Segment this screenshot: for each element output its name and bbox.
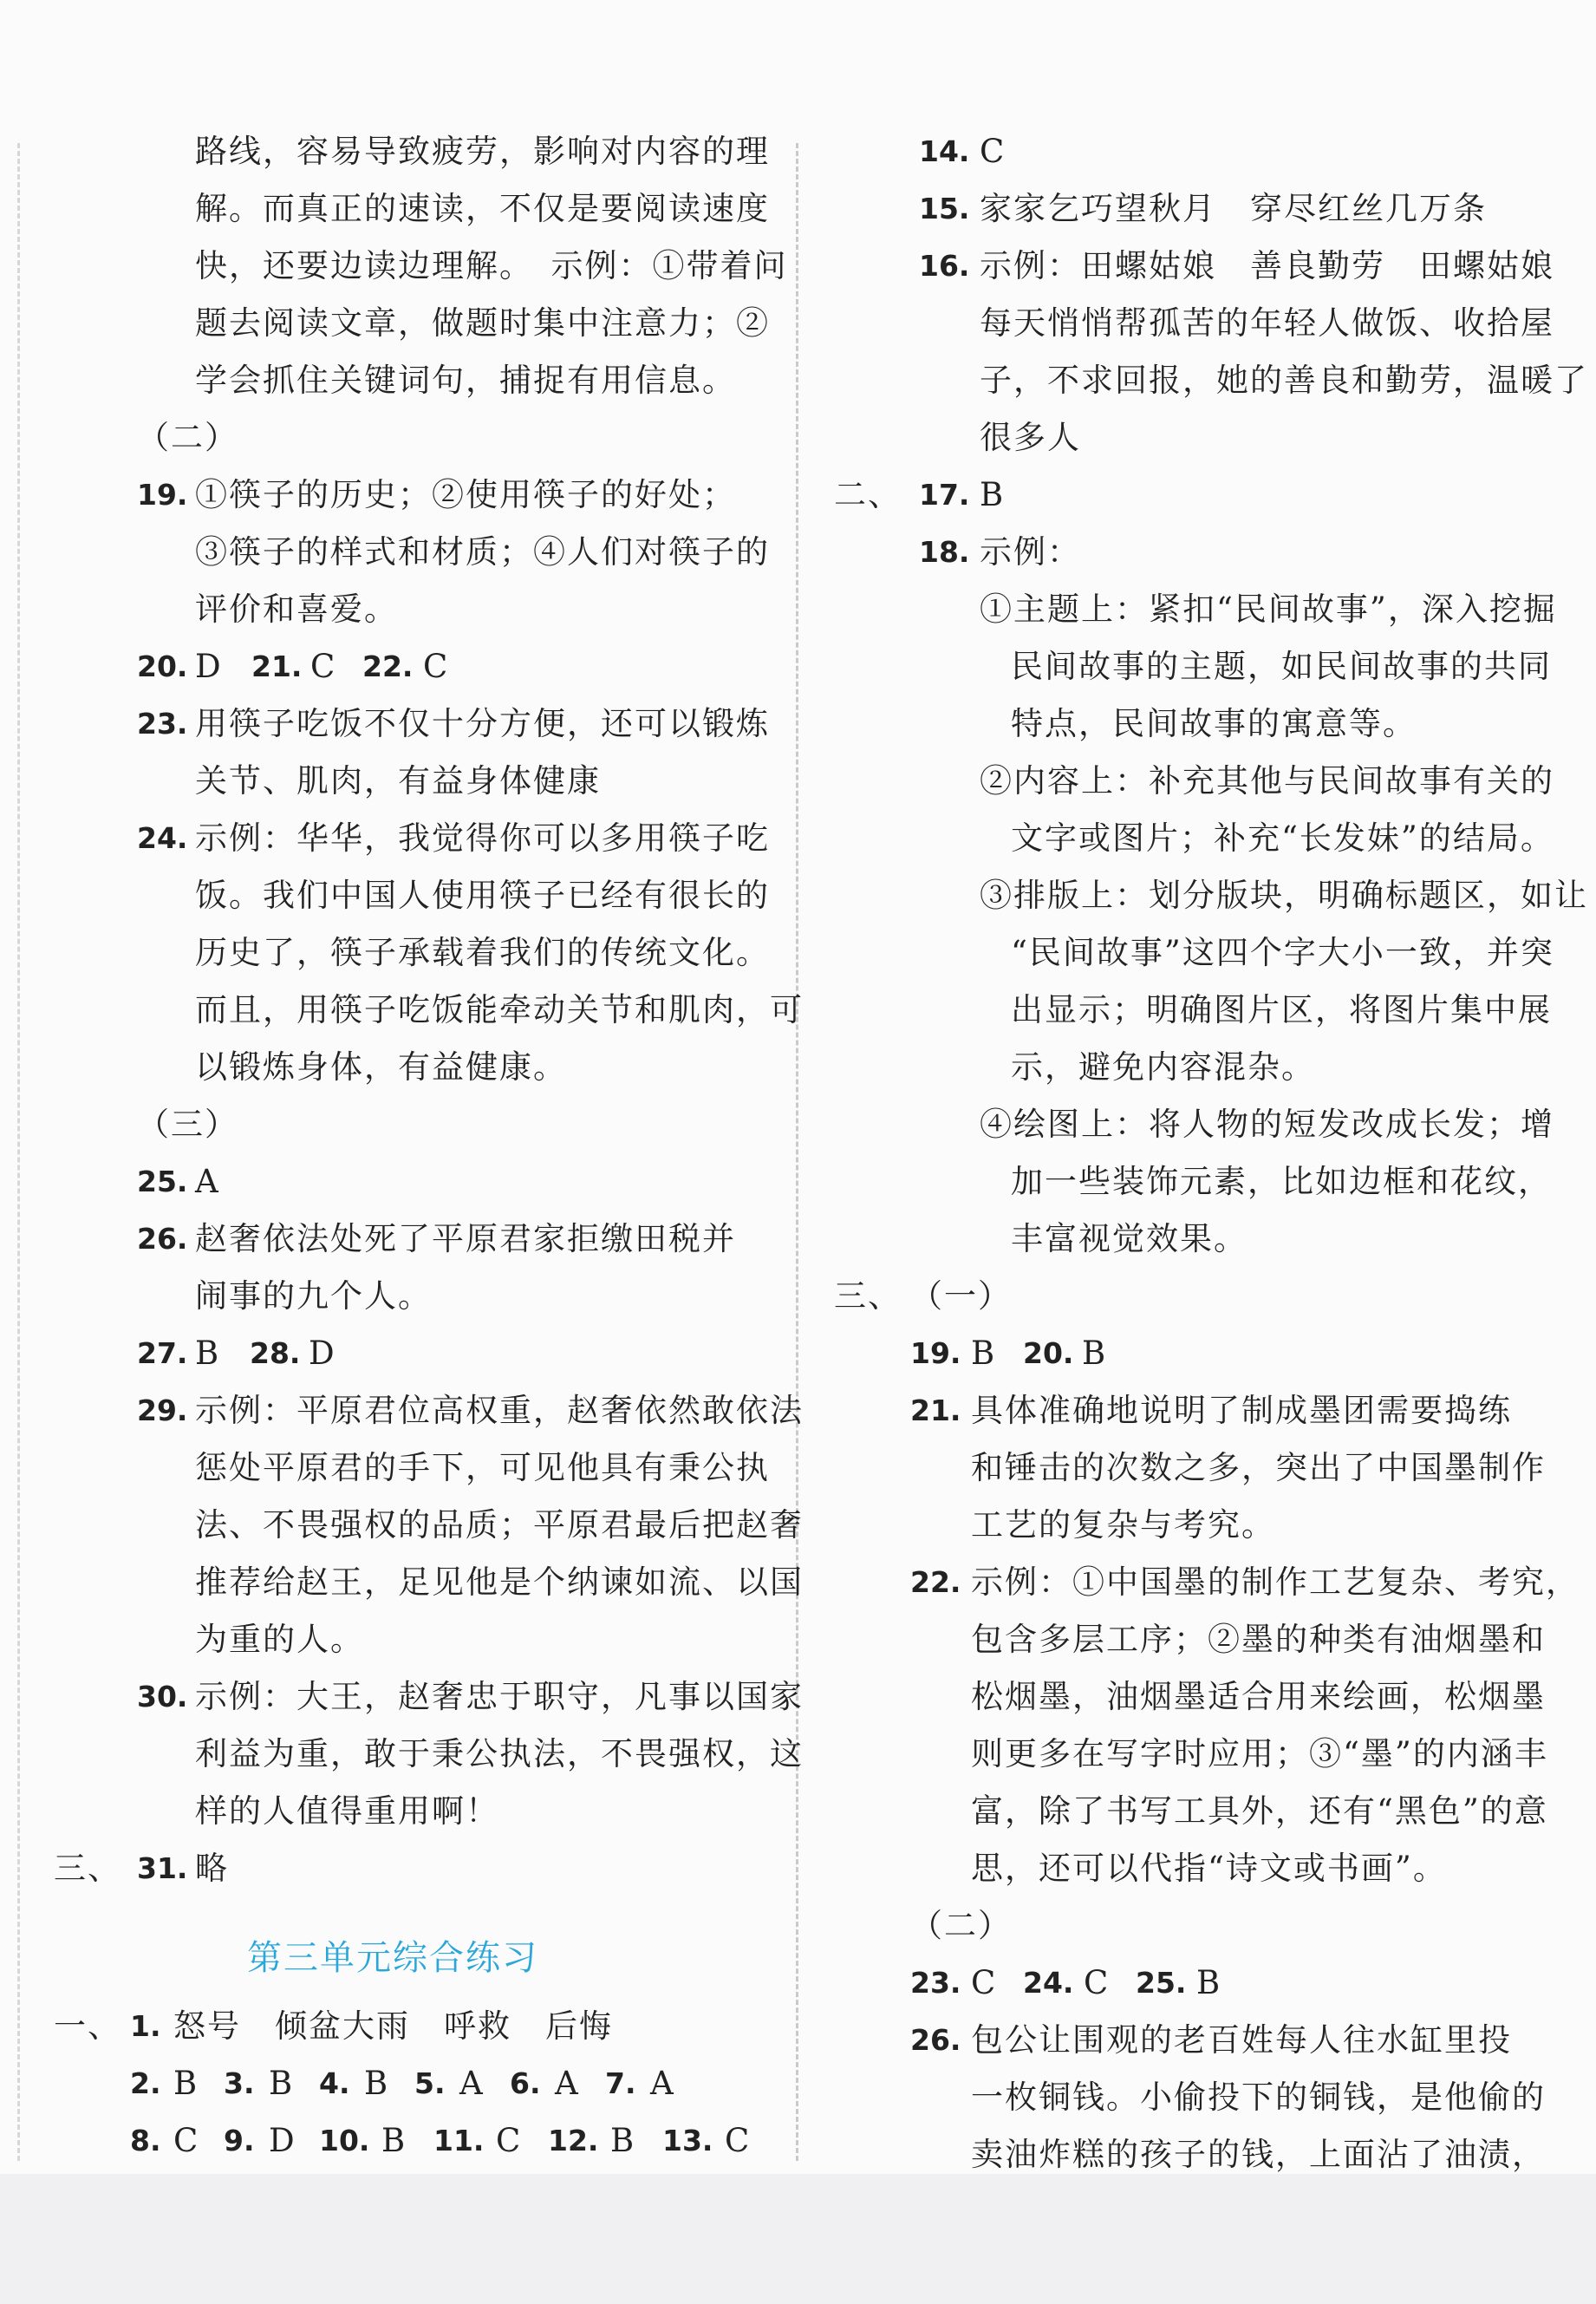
- answer-text: 工艺的复杂与考究。: [971, 1506, 1275, 1544]
- answer-choice: B: [1082, 1335, 1108, 1372]
- binding-margin-line: [17, 143, 20, 2161]
- answer-text: 历史了，筷子承载着我们的传统文化。: [195, 934, 770, 971]
- question-number: 24.: [137, 821, 188, 855]
- question-number: 8.: [130, 2124, 161, 2157]
- answer-text: 评价和喜爱。: [195, 591, 398, 628]
- answer-text: 示例：华华，我觉得你可以多用筷子吃: [195, 819, 770, 857]
- answer-choice: C: [980, 133, 1006, 170]
- answer-choice: D: [309, 1335, 336, 1372]
- unit-section-title: 第三单元综合练习: [247, 1938, 538, 1978]
- answer-text: 赵奢依法处死了平原君家拒缴田税并: [195, 1220, 736, 1257]
- answer-text: 示例：大王，赵奢忠于职守，凡事以国家: [195, 1678, 804, 1715]
- question-number: 26.: [137, 1222, 188, 1256]
- answer-text: 一枚铜钱。小偷投下的铜钱，是他偷的: [971, 2079, 1546, 2116]
- answer-text: 样的人值得重用啊！: [195, 1792, 499, 1830]
- question-number: 1.: [130, 2009, 161, 2043]
- question-number: 11.: [433, 2124, 485, 2157]
- question-number: 26.: [910, 2023, 961, 2057]
- question-number: 21.: [251, 649, 303, 683]
- answer-text: 饭。我们中国人使用筷子已经有很长的: [195, 877, 770, 914]
- answer-choice: C: [173, 2122, 200, 2159]
- answer-text: 利益为重，敢于秉公执法，不畏强权，这: [195, 1735, 804, 1772]
- answer-text: ③排版上：划分版块，明确标题区，如让: [980, 877, 1588, 914]
- question-number: 20.: [137, 649, 188, 683]
- question-number: 24.: [1023, 1966, 1074, 2000]
- question-number: 10.: [319, 2124, 370, 2157]
- question-number: 17.: [919, 478, 970, 512]
- answer-text: 为重的人。: [195, 1621, 364, 1658]
- question-number: 31.: [137, 1851, 188, 1885]
- answer-choice: B: [195, 1335, 221, 1372]
- section-label: 二、: [834, 476, 902, 513]
- answer-text: 示例：平原君位高权重，赵奢依然敢依法: [195, 1392, 804, 1429]
- question-number: 12.: [548, 2124, 599, 2157]
- answer-choice: B: [173, 2065, 199, 2102]
- question-number: 15.: [919, 192, 970, 225]
- question-number: 23.: [137, 707, 188, 741]
- question-number: 30.: [137, 1680, 188, 1713]
- answer-text: 关节、肌肉，有益身体健康: [195, 762, 601, 800]
- question-number: 29.: [137, 1393, 188, 1427]
- text-line: 学会抓住关键词句，捕捉有用信息。: [195, 362, 736, 399]
- answer-choice: C: [310, 648, 337, 685]
- answer-text: 示，避免内容混杂。: [1011, 1048, 1315, 1086]
- answer-text: 惩处平原君的手下，可见他具有秉公执: [195, 1449, 770, 1486]
- answer-text: 示例：①中国墨的制作工艺复杂、考究，: [971, 1563, 1580, 1601]
- answer-choice: B: [971, 1335, 997, 1372]
- answer-text: 文字或图片；补充“长发妹”的结局。: [1011, 819, 1554, 857]
- question-number: 7.: [605, 2066, 636, 2100]
- answer-text: ④绘图上：将人物的短发改成长发；增: [980, 1106, 1554, 1143]
- answer-text: 子，不求回报，她的善良和勤劳，温暖了: [980, 362, 1588, 399]
- subsection-label: （二）: [137, 419, 238, 456]
- answer-choice: B: [610, 2122, 636, 2159]
- answer-text: 包公让围观的老百姓每人往水缸里投: [971, 2021, 1512, 2059]
- answer-text: 家家乞巧望秋月 穿尽红丝几万条: [980, 190, 1487, 227]
- answer-text: 出显示；明确图片区，将图片集中展: [1011, 991, 1552, 1028]
- answer-text: ①筷子的历史；②使用筷子的好处；: [195, 476, 736, 513]
- answer-text: 特点，民间故事的寓意等。: [1011, 705, 1417, 742]
- answer-choice: A: [555, 2065, 580, 2102]
- question-number: 19.: [137, 478, 188, 512]
- question-number: 22.: [910, 1565, 961, 1599]
- question-number: 3.: [224, 2066, 255, 2100]
- answer-text: 则更多在写字时应用；③“墨”的内涵丰: [971, 1735, 1548, 1772]
- answer-text: 民间故事的主题，如民间故事的共同: [1011, 648, 1552, 685]
- answer-text: 很多人: [980, 419, 1081, 456]
- question-number: 2.: [130, 2066, 161, 2100]
- section-label: 三、: [54, 1850, 121, 1887]
- question-number: 6.: [510, 2066, 541, 2100]
- answer-text: 丰富视觉效果。: [1011, 1220, 1247, 1257]
- answer-choice: C: [423, 648, 450, 685]
- answer-text: ③筷子的样式和材质；④人们对筷子的: [195, 533, 770, 571]
- answer-text: 包含多层工序；②墨的种类有油烟墨和: [971, 1621, 1546, 1658]
- answer-choice: C: [496, 2122, 523, 2159]
- section-label: 一、: [54, 2007, 121, 2045]
- answer-choice: A: [650, 2065, 675, 2102]
- answer-choice: D: [195, 648, 223, 685]
- subsection-label: （一）: [910, 1277, 1012, 1315]
- question-number: 16.: [919, 249, 970, 283]
- answer-text: 推荐给赵王，足见他是个纳谏如流、以国: [195, 1563, 804, 1601]
- answer-text: 加一些装饰元素，比如边框和花纹，: [1011, 1163, 1552, 1200]
- question-number: 27.: [137, 1336, 188, 1370]
- answer-text: 每天悄悄帮孤苦的年轻人做饭、收拾屋: [980, 304, 1554, 342]
- question-number: 5.: [414, 2066, 446, 2100]
- answer-choice: B: [980, 476, 1006, 513]
- text-line: 快，还要边读边理解。 示例：①带着问: [195, 247, 788, 284]
- question-number: 22.: [362, 649, 414, 683]
- answer-choice: C: [971, 1964, 998, 2001]
- answer-text: 略: [195, 1850, 229, 1887]
- answer-text: ②内容上：补充其他与民间故事有关的: [980, 762, 1554, 800]
- answer-text: 和锤击的次数之多，突出了中国墨制作: [971, 1449, 1546, 1486]
- question-number: 19.: [910, 1336, 961, 1370]
- answer-text: 松烟墨，油烟墨适合用来绘画，松烟墨: [971, 1678, 1546, 1715]
- answer-text: 具体准确地说明了制成墨团需要捣练: [971, 1392, 1512, 1429]
- answer-choice: B: [269, 2065, 295, 2102]
- question-number: 20.: [1023, 1336, 1074, 1370]
- answer-text: 卖油炸糕的孩子的钱，上面沾了油渍，: [971, 2136, 1546, 2173]
- subsection-label: （三）: [137, 1106, 238, 1143]
- question-number: 21.: [910, 1393, 961, 1427]
- question-number: 25.: [1136, 1966, 1187, 2000]
- answer-text: 法、不畏强权的品质；平原君最后把赵奢: [195, 1506, 804, 1544]
- answer-text: 怒号 倾盆大雨 呼救 后悔: [173, 2007, 613, 2045]
- question-number: 13.: [662, 2124, 713, 2157]
- answer-choice: A: [195, 1163, 220, 1200]
- question-number: 18.: [919, 535, 970, 569]
- answer-text: 闹事的九个人。: [195, 1277, 432, 1315]
- answer-text: “民间故事”这四个字大小一致，并突: [1011, 934, 1554, 971]
- answer-text: 思，还可以代指“诗文或书画”。: [971, 1850, 1447, 1887]
- question-number: 25.: [137, 1165, 188, 1198]
- text-line: 解。而真正的速读，不仅是要阅读速度: [195, 190, 770, 227]
- answer-choice: A: [459, 2065, 485, 2102]
- question-number: 4.: [319, 2066, 350, 2100]
- answer-text: ①主题上：紧扣“民间故事”，深入挖掘: [980, 591, 1557, 628]
- answer-choice: B: [381, 2122, 407, 2159]
- question-number: 23.: [910, 1966, 961, 2000]
- answer-choice: B: [364, 2065, 390, 2102]
- answer-choice: C: [1084, 1964, 1111, 2001]
- answer-choice: D: [269, 2122, 296, 2159]
- answer-text: 富，除了书写工具外，还有“黑色”的意: [971, 1792, 1548, 1830]
- subsection-label: （二）: [910, 1907, 1012, 1944]
- answer-choice: B: [1196, 1964, 1222, 2001]
- answer-text: 而且，用筷子吃饭能牵动关节和肌肉，可: [195, 991, 804, 1028]
- question-number: 14.: [919, 134, 970, 168]
- text-line: 题去阅读文章，做题时集中注意力；②: [195, 304, 770, 342]
- section-label: 三、: [834, 1277, 902, 1315]
- page-bottom-margin: [0, 2174, 1596, 2304]
- answer-text: 用筷子吃饭不仅十分方便，还可以锻炼: [195, 705, 770, 742]
- answer-text: 以锻炼身体，有益健康。: [195, 1048, 567, 1086]
- question-number: 28.: [250, 1336, 301, 1370]
- answer-text: 示例：田螺姑娘 善良勤劳 田螺姑娘: [980, 247, 1554, 284]
- question-number: 9.: [224, 2124, 255, 2157]
- text-line: 路线，容易导致疲劳，影响对内容的理: [195, 133, 770, 170]
- column-divider: [796, 143, 798, 2161]
- answer-text: 示例：: [980, 533, 1081, 571]
- answer-choice: C: [725, 2122, 752, 2159]
